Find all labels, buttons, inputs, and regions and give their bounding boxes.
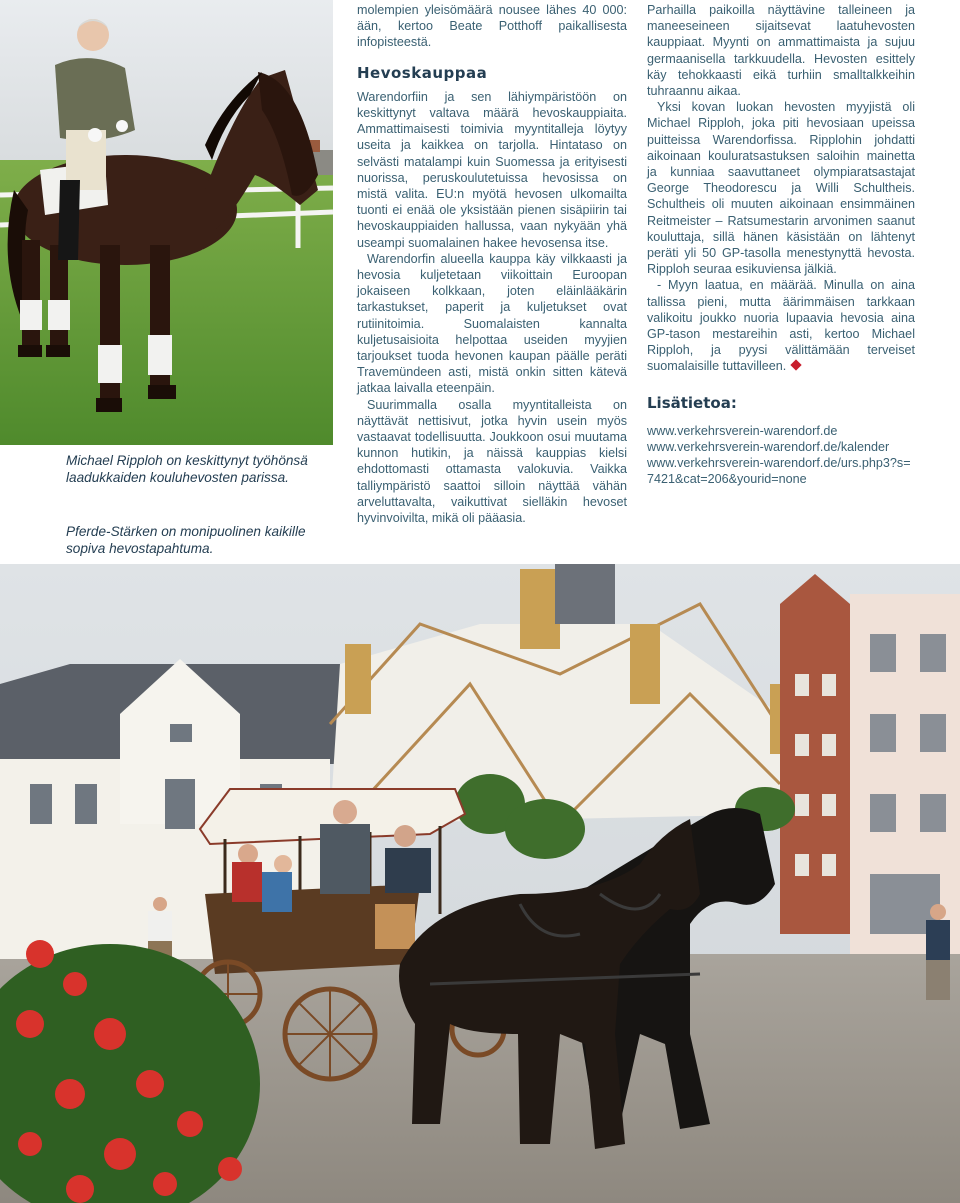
event-photo-caption: Pferde-Stärken on monipuolinen kaikille sopiva hevostapahtuma. <box>66 524 306 556</box>
rider-horse-photo <box>0 0 333 445</box>
paragraph <box>647 277 915 374</box>
article-column-3 <box>647 2 915 488</box>
link-verkehrsverein[interactable]: www.verkehrsverein-warendorf.de <box>647 423 838 438</box>
link-kalender[interactable]: www.verkehrsverein-warendorf.de/kalender <box>647 440 890 455</box>
column-2-intro: molempien yleisömäärä nousee lähes 40 000: ään, kertoo Beate Potthoff paikallisesta infopisteestä. <box>357 3 627 50</box>
column-3-intro: Parhailla paikoilla näyttävine talleineen ja maneeseineen sijaitsevat laatuhevosten kauppiaat. Myynti on ammattimaista ja sujuu germaanisella tarkkuudella. Hevosten esittely käy tehokkaasti eikä turhiin smalltalkkeihin tuhraannu aikaa. <box>647 3 915 99</box>
article-column-2 <box>357 2 627 526</box>
paragraph: Suurimmalla osalla myyntitalleista on näyttävät nettisivut, jotka hyvin usein myös vastaavat todellisuutta. Joukkoon osui muutama kunnon hutikin, ja näissä kauppias kielsi ehdottomasti ottamasta valokuvia. Vaikka talliympäristö saattoi silloin näyttää vähän arveluttavalta, vaikuttivat sielläkin hevoset hyvinvoivilta, mikä oli pääasia. <box>357 397 627 526</box>
town-square-carriage-photo <box>0 564 960 1203</box>
link-urs[interactable]: www.verkehrsverein-warendorf.de/urs.php3?s=7421&cat=206&yourid=none <box>647 456 911 487</box>
section-heading-hevoskauppaa: Hevoskauppaa <box>357 63 488 82</box>
rider-photo-caption: Michael Ripploh on keskittynyt työhönsä laadukkaiden kouluhevosten parissa. <box>66 453 308 485</box>
paragraph: Warendorfiin ja sen lähiympäristöön on keskittynyt valtava määrä hevoskauppiaita. Ammattimaisesti toimivia myyntitalleja löytyy useita ja kaikkea on tarjolla. Hintataso on selvästi matalampi kuin Suomessa ja erityisesti nuorissa, peruskoulutetuissa hevosissa on mistä valita. EU:n myötä hevosen ulkomailta tuonti ei enää ole yksistään pienen sisäpiirin tai hevoskauppiaiden hallussa, vaan nykyään yhä useampi suomalainen hakee hevosensa itse. <box>357 89 627 250</box>
info-heading: Lisätietoa: <box>647 393 737 412</box>
paragraph: Warendorfin alueella kauppa käy vilkkaasti ja hevosia kuljetetaan viikoittain Euroopan jokaiseen kolkkaan, joten eläinlääkärin tarkastukset, paperit ja kuljetukset ovat rutiinitoimia. Suomalaisten kannalta kuljetusaisioita helpottaa useiden myyjien tarjoukset tuoda hevonen kaupan päälle peräti Travemündeen asti, mistä onkin sitten kätevä jatkaa laivalla eteenpäin. <box>357 251 627 396</box>
article-end-diamond-icon <box>791 360 802 371</box>
paragraph: Yksi kovan luokan hevosten myyjistä oli Michael Ripploh, joka piti hevosiaan upeissa puitteissa Warendorfissa. Ripplohin johdatti aikoinaan kouluratsastuksen saloihin mainetta ja kunniaa saavuttaneet olympiaratsastajat George Theodorescu ja Willi Schultheis. Schultheis oli muuten aikoinaan ensimmäinen Reitmeister – Ratsumestarin arvonimen saanut kouluttaja, sillä hänen käsistään on lähtenyt peräti yli 50 GP-tasolla menestynyttä hevosta. Ripploh seuraa esikuviensa jälkiä. <box>647 100 915 277</box>
paragraph-text: - Myyn laatua, en määrää. Minulla on aina tallissa pieni, mutta äärimmäisen tarkkaan valikoitu joukko nuoria lupaavia hevosia aina GP-tason mestareihin asti, kertoo Michael Ripploh, ja pyysi välittämään terveiset suomalaisille tuttavilleen. <box>647 278 915 374</box>
